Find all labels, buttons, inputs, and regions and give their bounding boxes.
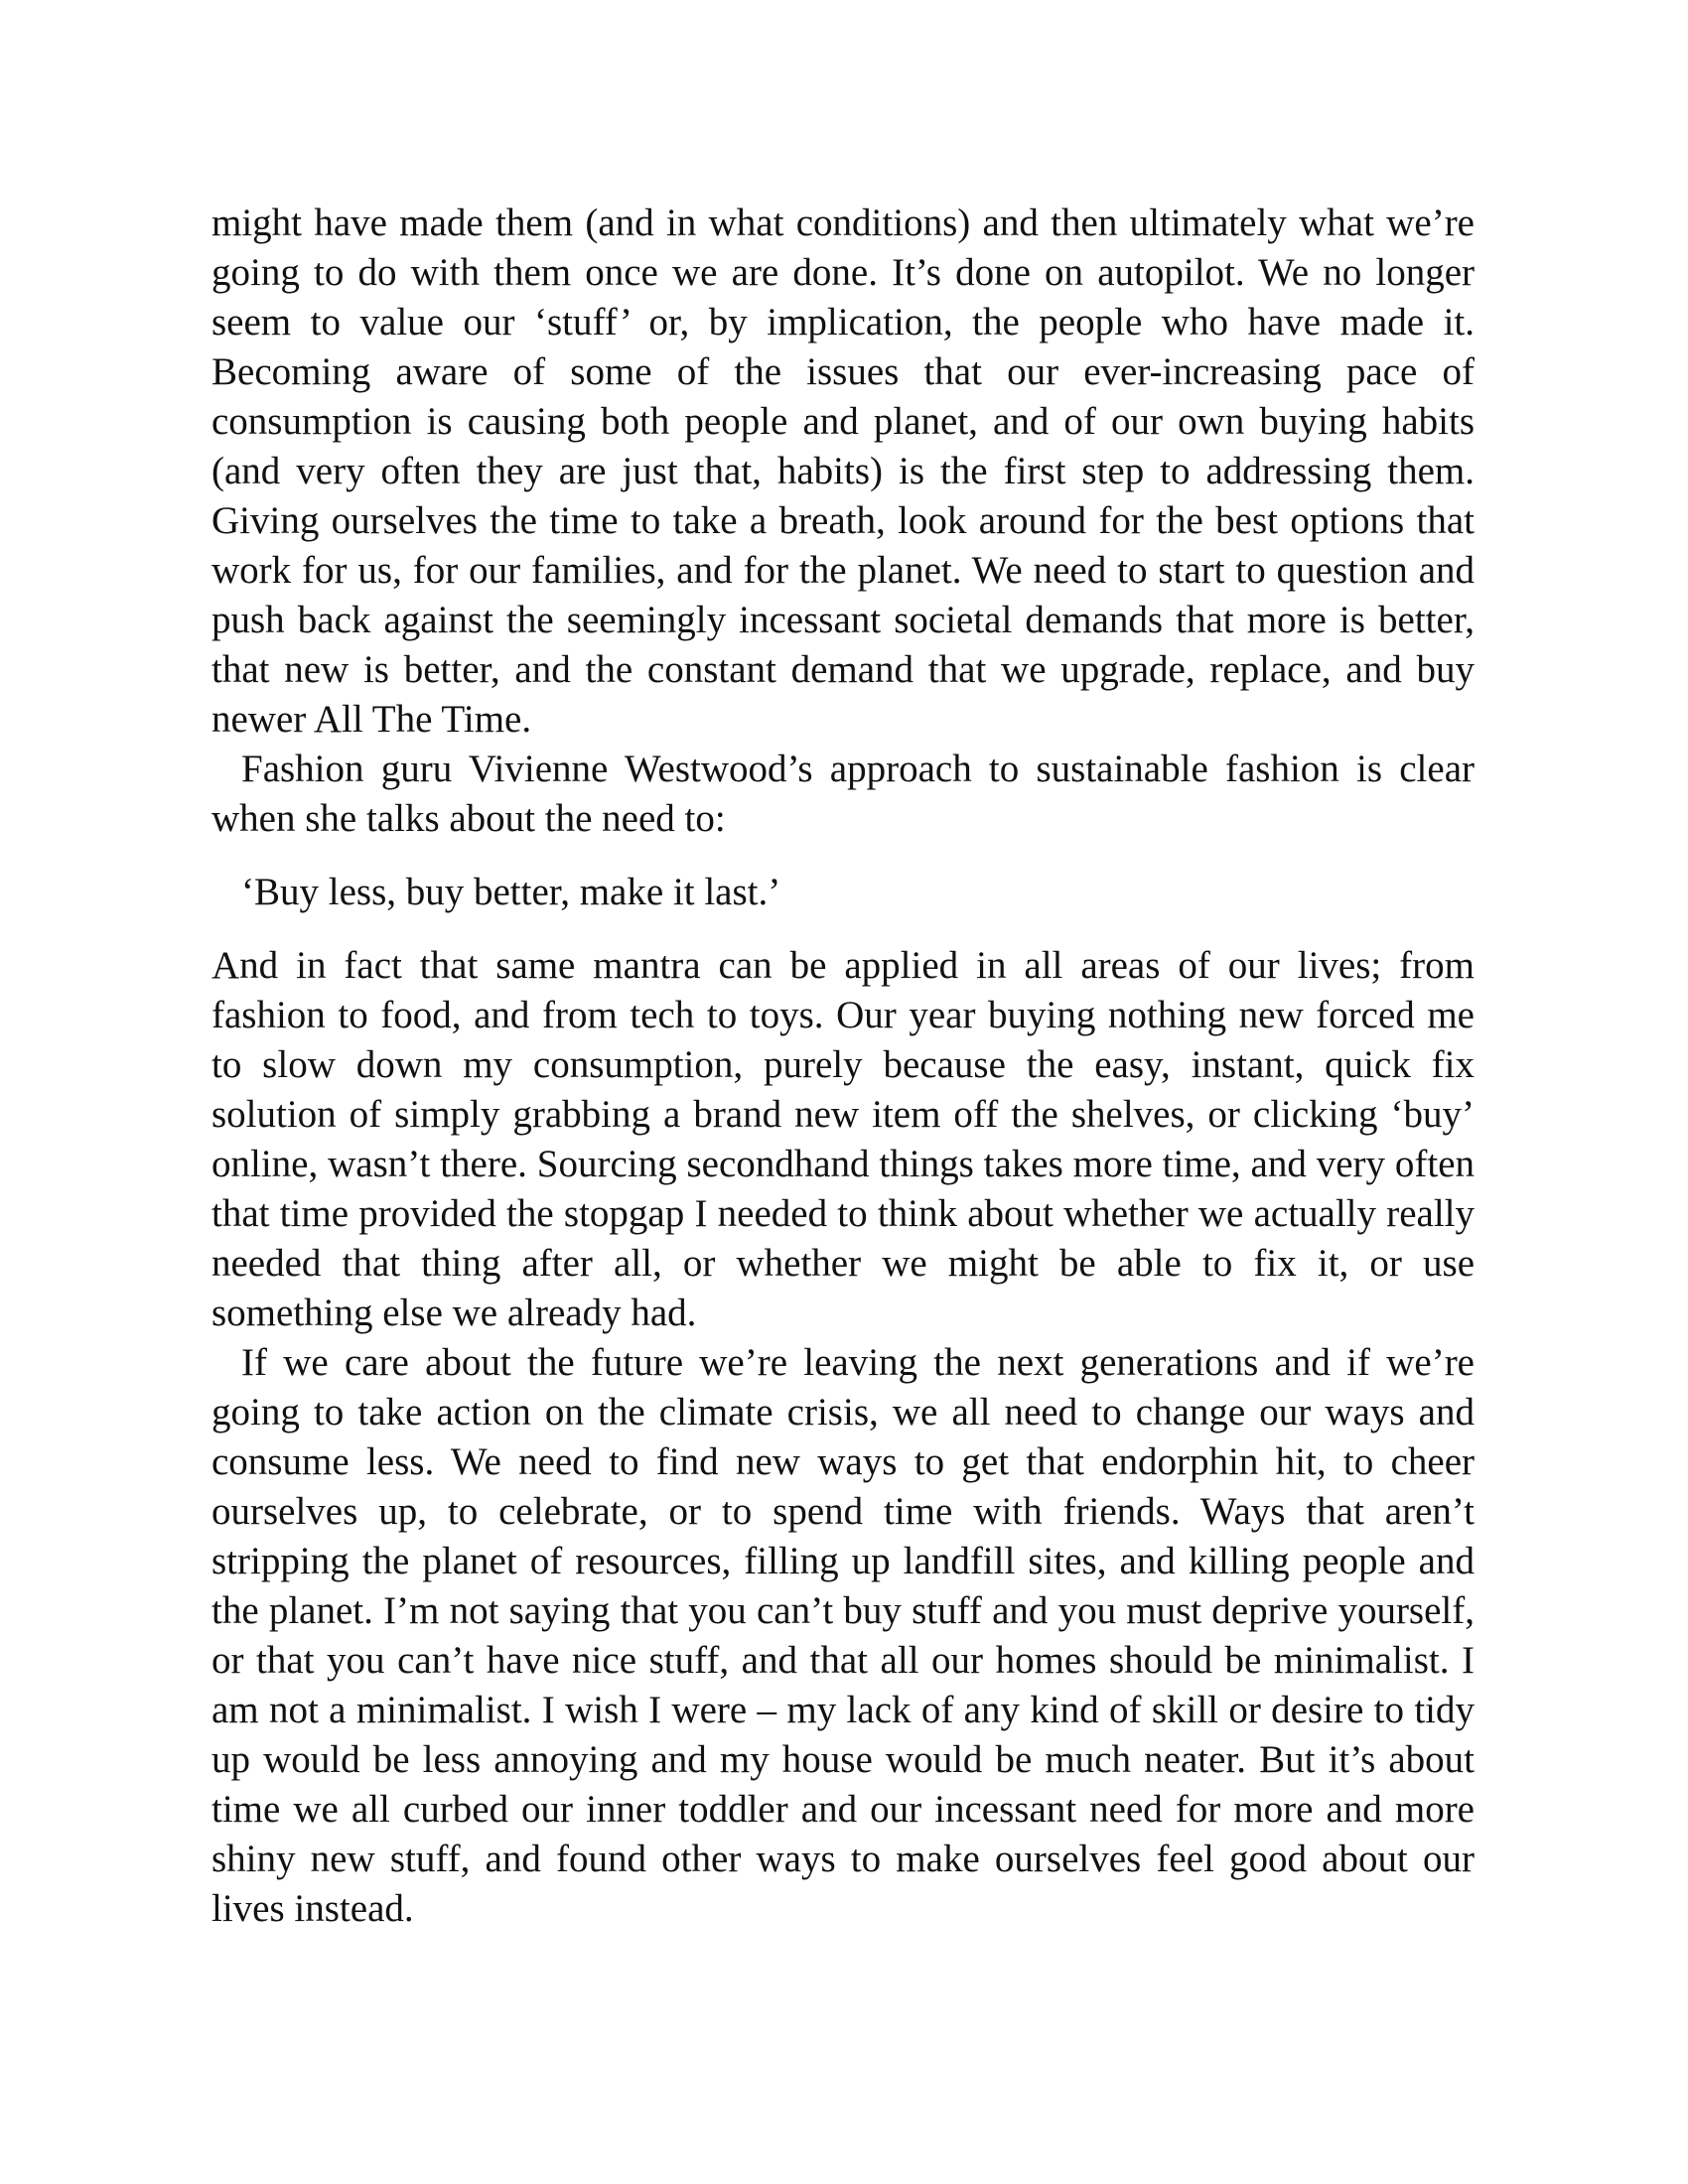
paragraph-continuation: might have made them (and in what conditions) and then ultimately what we’re going to do with them once we are done. It’s done on autopilot. We no longer seem to value our ‘stuff’ or, by implication, the people who have made it. Becoming aware of some of the issues that our ever-increasing pace of consumption is causing both people and planet, and of our own buying habits (and very often they are just that, habits) is the first step to addressing them. Giving ourselves the time to take a breath, look around for the best options that work for us, for our families, and for the planet. We need to start to question and push back against the seemingly incessant societal demands that more is better, that new is better, and the constant demand that we upgrade, replace, and buy newer All The Time. [211,202,1475,741]
paragraph-westwood-intro: Fashion guru Vivienne Westwood’s approach to sustainable fashion is clear when she talks about the need to: [211,748,1475,840]
paragraph-future: If we care about the future we’re leaving the next generations and if we’re going to take action on the climate crisis, we all need to change our ways and consume less. We need to find new ways to get that endorphin hit, to cheer ourselves up, to celebrate, or to spend time with friends. Ways that aren’t stripping the planet of resources, filling up landfill sites, and killing people and the planet. I’m not saying that you can’t buy stuff and you must deprive yourself, or that you can’t have nice stuff, and that all our homes should be minimalist. I am not a minimalist. I wish I were – my lack of any kind of skill or desire to tidy up would be less annoying and my house would be much neater. But it’s about time we all curbed our inner toddler and our incessant need for more and more shiny new stuff, and found other ways to make ourselves feel good about our lives instead. [211,1341,1475,1930]
body-text [211,199,1475,1934]
paragraph-mantra: And in fact that same mantra can be applied in all areas of our lives; from fashion to food, and from tech to toys. Our year buying nothing new forced me to slow down my consumption, purely because the easy, instant, quick fix solution of simply grabbing a brand new item off the shelves, or clicking ‘buy’ online, wasn’t there. Sourcing secondhand things takes more time, and very often that time provided the stopgap I needed to think about whether we actually really needed that thing after all, or whether we might be able to fix it, or use something else we already had. [211,944,1475,1334]
block-quote: ‘Buy less, buy better, make it last.’ [241,871,781,913]
